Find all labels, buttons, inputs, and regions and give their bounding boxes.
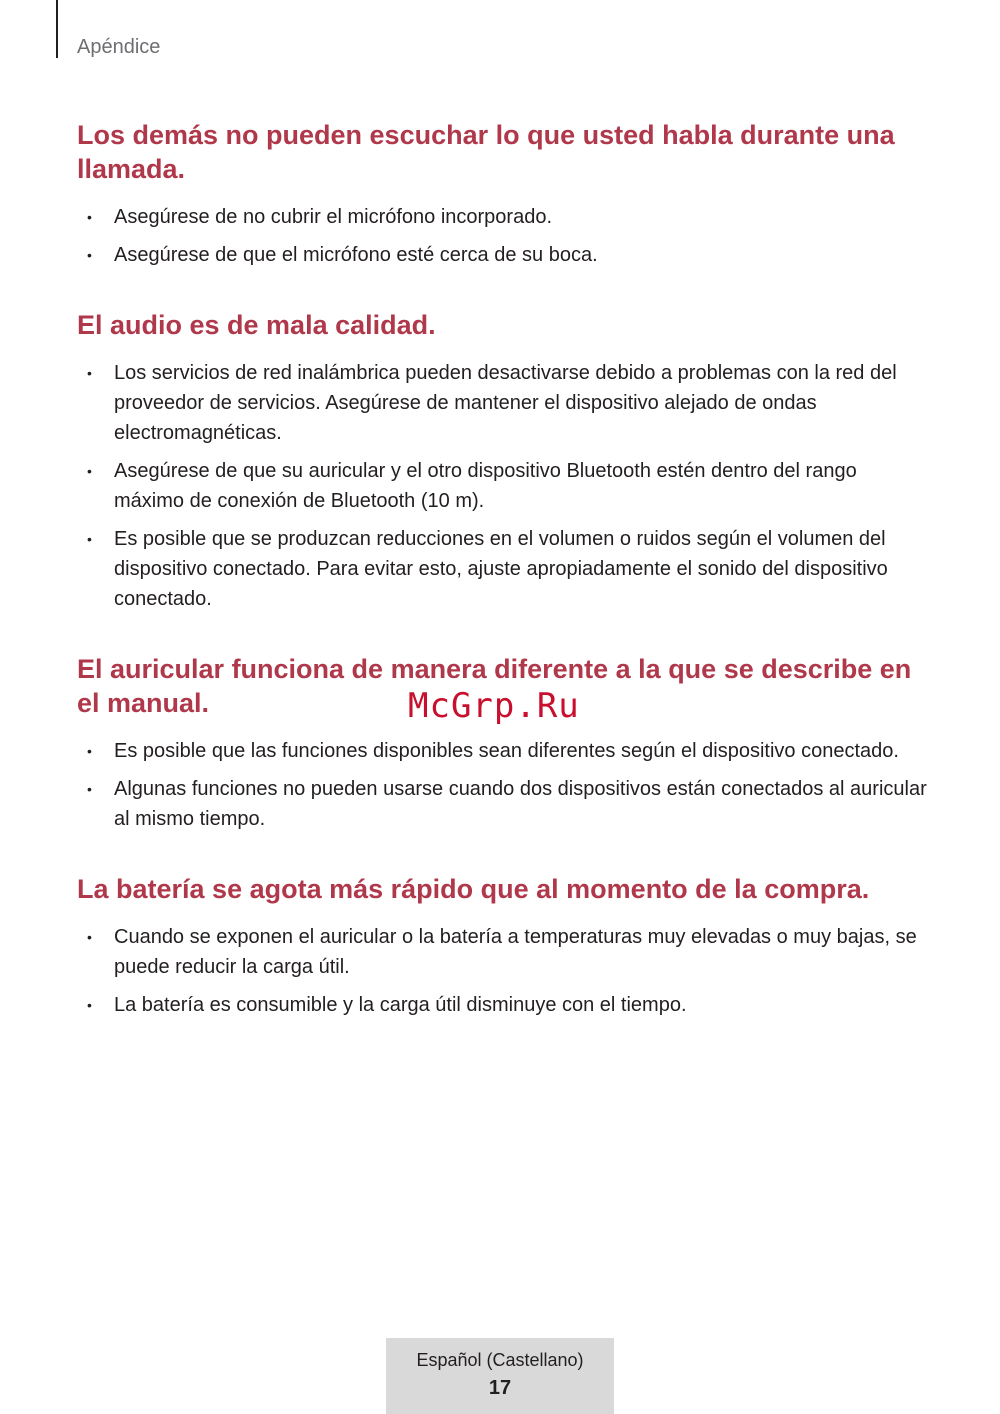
- watermark: McGrp.Ru: [408, 686, 580, 726]
- list-item: • Asegúrese de que el micrófono esté cerca de su boca.: [77, 240, 927, 270]
- section-battery: [77, 872, 927, 1020]
- list-item: • Asegúrese de que su auricular y el otro dispositivo Bluetooth estén dentro del rango máximo de conexión de Bluetooth (10 m).: [77, 456, 927, 516]
- list-item: • Es posible que las funciones disponibles sean diferentes según el dispositivo conectado.: [77, 736, 927, 766]
- section-title: La batería se agota más rápido que al momento de la compra.: [77, 874, 870, 904]
- list-item: • Es posible que se produzcan reducciones en el volumen o ruidos según el volumen del dispositivo conectado. Para evitar esto, ajuste apropiadamente el sonido del dispositivo conectado.: [77, 524, 927, 614]
- bullet-list: [77, 736, 927, 834]
- section-title: El audio es de mala calidad.: [77, 310, 436, 340]
- page-number: 17: [488, 1377, 512, 1399]
- section-title: Los demás no pueden escuchar lo que usted habla durante una llamada.: [77, 120, 895, 184]
- list-item: • Cuando se exponen el auricular o la batería a temperaturas muy elevadas o muy bajas, se puede reducir la carga útil.: [77, 922, 927, 982]
- footer-language: Español (Castellano): [416, 1350, 584, 1370]
- list-item: • La batería es consumible y la carga útil disminuye con el tiempo.: [77, 990, 927, 1020]
- section-different-behavior: [77, 652, 927, 834]
- section-title: El auricular funciona de manera diferente a la que se describe en el manual.: [77, 654, 912, 718]
- list-item: • Algunas funciones no pueden usarse cuando dos dispositivos están conectados al auricular al mismo tiempo.: [77, 774, 927, 834]
- running-header: Apéndice: [77, 36, 161, 58]
- bullet-list: [77, 358, 927, 614]
- page-footer: [386, 1338, 614, 1414]
- bullet-list: [77, 202, 927, 270]
- section-audio-quality: [77, 308, 927, 614]
- bullet-list: [77, 922, 927, 1020]
- page-content: [77, 118, 927, 1028]
- header-rule: [56, 0, 58, 58]
- list-item: • Los servicios de red inalámbrica pueden desactivarse debido a problemas con la red del proveedor de servicios. Asegúrese de mantener el dispositivo alejado de ondas electromagnéticas.: [77, 358, 927, 448]
- list-item: • Asegúrese de no cubrir el micrófono incorporado.: [77, 202, 927, 232]
- section-call-audio: [77, 118, 927, 270]
